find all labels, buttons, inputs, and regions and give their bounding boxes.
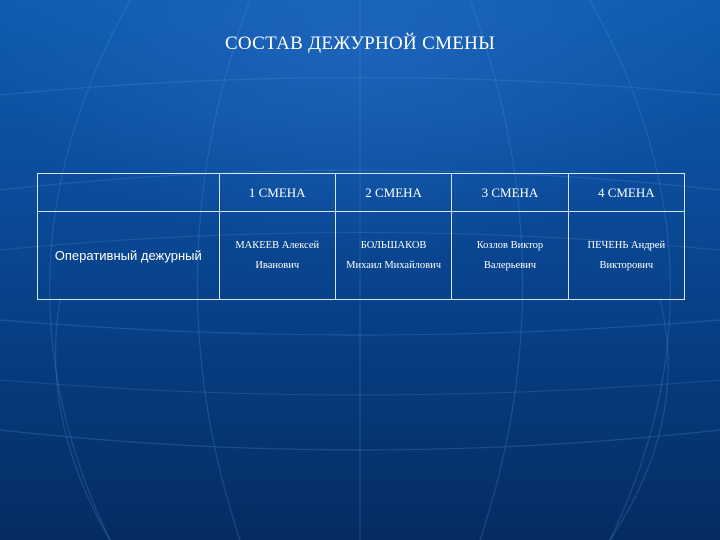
shift-2-person-name: БОЛЬШАКОВ [360, 239, 427, 251]
duty-shift-table [37, 173, 685, 300]
shift-3-person-patronymic: Валерьевич [483, 259, 537, 271]
table-row [38, 212, 685, 300]
shift-2-header: 2 СМЕНА [335, 174, 451, 212]
shift-3-person-name: Козлов Виктор [476, 239, 544, 251]
slide-title: СОСТАВ ДЕЖУРНОЙ СМЕНЫ [224, 33, 496, 54]
table-header-row [38, 174, 685, 212]
shift-1-person-patronymic: Иванович [255, 259, 300, 271]
shift-4-person-patronymic: Викторович [599, 259, 654, 271]
role-label-duty-officer: Оперативный дежурный [38, 212, 220, 300]
shift-1-person [219, 212, 335, 300]
table-corner-cell [38, 174, 220, 212]
shift-1-person-name: МАКЕЕВ Алексей [235, 239, 320, 251]
shift-3-person [452, 212, 568, 300]
shift-3-header: 3 СМЕНА [452, 174, 568, 212]
shift-4-person [568, 212, 684, 300]
shift-2-person [335, 212, 451, 300]
shift-4-header: 4 СМЕНА [568, 174, 684, 212]
shift-2-person-patronymic: Михаил Михайлович [346, 259, 442, 271]
shift-1-header: 1 СМЕНА [219, 174, 335, 212]
shift-4-person-name: ПЕЧЕНЬ Андрей [587, 239, 666, 251]
